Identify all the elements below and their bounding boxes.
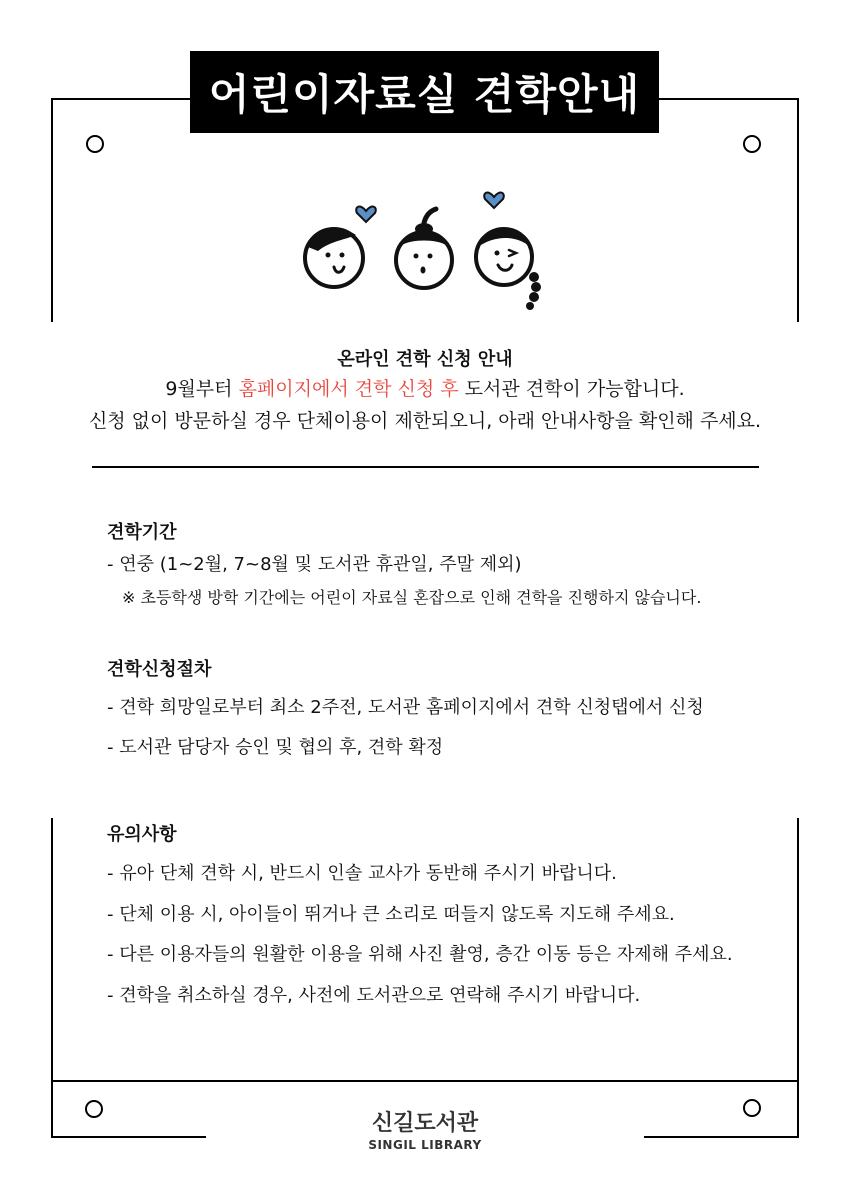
frame-left-lower	[51, 818, 53, 1138]
list-item: - 유아 단체 견학 시, 반드시 인솔 교사가 동반해 주시기 바랍니다.	[107, 863, 617, 884]
punch-hole-top-right	[743, 135, 761, 153]
library-logo-english: SINGIL LIBRARY	[368, 1138, 482, 1152]
list-item: - 견학 희망일로부터 최소 2주전, 도서관 홈페이지에서 견학 신청탭에서 신청	[107, 697, 704, 718]
section-title-period: 견학기간	[107, 522, 177, 543]
section-title-procedure: 견학신청절차	[107, 659, 212, 680]
punch-hole-top-left	[86, 135, 104, 153]
list-item: - 단체 이용 시, 아이들이 뛰거나 큰 소리로 떠들지 않도록 지도해 주세요.	[107, 904, 675, 925]
list-item: - 견학을 취소하실 경우, 사전에 도서관으로 연락해 주시기 바랍니다.	[107, 985, 641, 1006]
children-illustration	[290, 185, 560, 315]
frame-right-upper	[797, 98, 799, 322]
notice-headline: 온라인 견학 신청 안내	[337, 349, 513, 370]
child-face-2	[396, 209, 452, 288]
list-item: - 연중 (1~2월, 7~8월 및 도서관 휴관일, 주말 제외)	[107, 554, 522, 575]
heart-icon-left	[356, 207, 376, 222]
notice-line-1	[0, 374, 850, 401]
heart-icon-right	[484, 193, 504, 208]
child-face-1	[305, 228, 363, 287]
list-item: - 도서관 담당자 승인 및 협의 후, 견학 확정	[107, 737, 444, 758]
notice-line-1-end: 도서관 견학이 가능합니다.	[458, 378, 685, 400]
frame-top-right	[659, 98, 799, 100]
frame-top-left	[51, 98, 191, 100]
notice-highlight: 홈페이지에서 견학 신청 후	[238, 378, 459, 400]
notice-line-1-start: 9월부터	[165, 378, 239, 400]
notice-line-2: 신청 없이 방문하실 경우 단체이용이 제한되오니, 아래 안내사항을 확인해 주세요.	[88, 410, 762, 432]
child-face-3	[476, 229, 541, 310]
divider	[92, 466, 759, 468]
list-item: - 다른 이용자들의 원활한 이용을 위해 사진 촬영, 층간 이동 등은 자제해 주세요.	[107, 944, 733, 965]
period-note: ※ 초등학생 방학 기간에는 어린이 자료실 혼잡으로 인해 견학을 진행하지 않습니다.	[122, 588, 702, 607]
frame-footer-divider	[51, 1080, 799, 1082]
frame-right-lower	[797, 818, 799, 1138]
library-logo-korean: 신길도서관	[371, 1111, 479, 1136]
frame-left-upper	[51, 98, 53, 322]
page-title: 어린이자료실 견학안내	[190, 51, 659, 133]
section-title-caution: 유의사항	[107, 824, 177, 845]
